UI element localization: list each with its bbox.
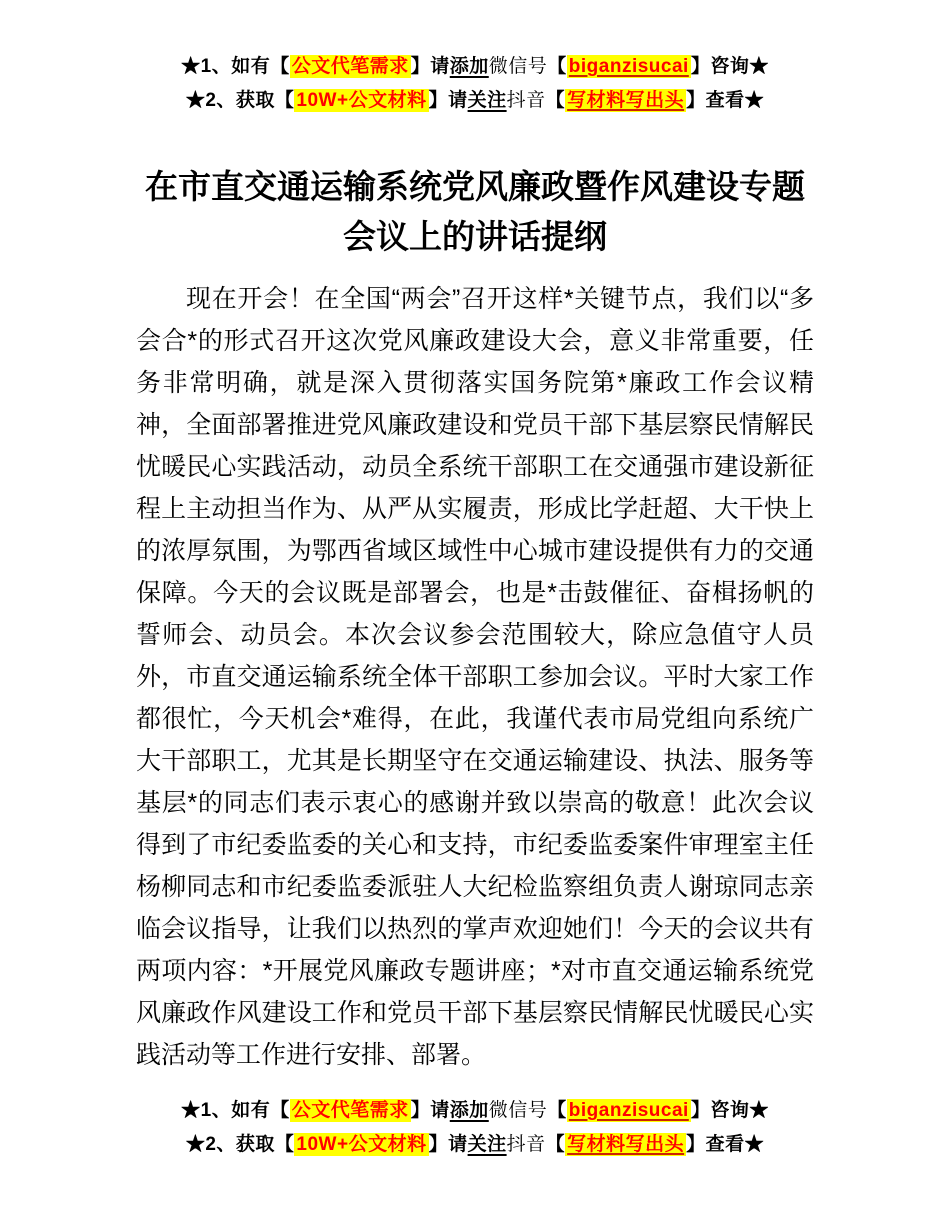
- document-title-line-2: 会议上的讲话提纲: [343, 218, 607, 255]
- promo-text: ★1、如有【: [181, 1100, 290, 1121]
- promo-header: [0, 0, 950, 118]
- highlight-phrase-materials: 10W+公文材料: [296, 1134, 427, 1155]
- promo-text: 【: [547, 56, 567, 77]
- wechat-id-highlight: biganzisucai: [568, 1100, 689, 1121]
- promo-text: 【: [547, 1100, 567, 1121]
- promo-text-wechat: 微信号: [488, 56, 548, 77]
- document-title: [0, 162, 950, 262]
- promo-text-wechat: 微信号: [488, 1100, 548, 1121]
- underlined-word-follow: 关注: [467, 90, 507, 111]
- underlined-word-add: 添加: [449, 1100, 489, 1121]
- underlined-word-add: 添加: [449, 56, 489, 77]
- promo-footer-line-1: [0, 1094, 950, 1128]
- promo-footer-line-2: [0, 1128, 950, 1162]
- promo-text: ★1、如有【: [181, 56, 290, 77]
- highlight-phrase-materials: 10W+公文材料: [296, 90, 427, 111]
- promo-text: 】咨询★: [690, 1100, 769, 1121]
- promo-text-douyin: 抖音: [506, 90, 546, 111]
- wechat-id-highlight: biganzisucai: [568, 56, 689, 77]
- highlight-phrase-writing-service: 公文代笔需求: [291, 1100, 409, 1121]
- highlight-phrase-writing-service: 公文代笔需求: [291, 56, 409, 77]
- promo-text: ★2、获取【: [185, 1134, 295, 1155]
- promo-text: 】请: [410, 1100, 450, 1121]
- promo-text: 】查看★: [686, 1134, 765, 1155]
- douyin-account-highlight: 写材料写出头: [567, 1134, 685, 1155]
- promo-text: 】查看★: [686, 90, 765, 111]
- promo-text: 【: [545, 1134, 566, 1155]
- promo-text: ★2、获取【: [185, 90, 295, 111]
- promo-text: 】请: [428, 1134, 468, 1155]
- document-title-line-1: 在市直交通运输系统党风廉政暨作风建设专题: [145, 168, 805, 205]
- douyin-account-highlight: 写材料写出头: [567, 90, 685, 111]
- promo-header-line-1: [0, 50, 950, 84]
- promo-text: 】请: [428, 90, 468, 111]
- promo-text: 】请: [410, 56, 450, 77]
- promo-text: 【: [545, 90, 566, 111]
- promo-text-douyin: 抖音: [506, 1134, 546, 1155]
- underlined-word-follow: 关注: [467, 1134, 507, 1155]
- promo-footer: [0, 1094, 950, 1162]
- promo-header-line-2: [0, 84, 950, 118]
- promo-text: 】咨询★: [690, 56, 769, 77]
- speech-body-paragraph: 现在开会！在全国“两会”召开这样*关键节点，我们以“多会合*的形式召开这次党风廉政建设大会，意义非常重要，任务非常明确，就是深入贯彻落实国务院第*廉政工作会议精神，全面部署推进党风廉政建设和党员干部下基层察民情解民忧暖民心实践活动，动员全系统干部职工在交通强市建设新征程上主动担当作为、从严从实履责，形成比学赶超、大干快上的浓厚氛围，为鄂西省域区域性中心城市建设提供有力的交通保障。今天的会议既是部署会，也是*击鼓催征、奋楫扬帆的誓师会、动员会。本次会议参会范围较大，除应急值守人员外，市直交通运输系统全体干部职工参加会议。平时大家工作都很忙，今天机会*难得，在此，我谨代表市局党组向系统广大干部职工，尤其是长期坚守在交通运输建设、执法、服务等基层*的同志们表示衷心的感谢并致以崇高的敬意！此次会议得到了市纪委监委的关心和支持，市纪委监委案件审理室主任杨柳同志和市纪委监委派驻人大纪检监察组负责人谢琼同志亲临会议指导，让我们以热烈的掌声欢迎她们！今天的会议共有两项内容：*开展党风廉政专题讲座；*对市直交通运输系统党风廉政作风建设工作和党员干部下基层察民情解民忧暖民心实践活动等工作进行安排、部署。: [136, 285, 814, 1069]
